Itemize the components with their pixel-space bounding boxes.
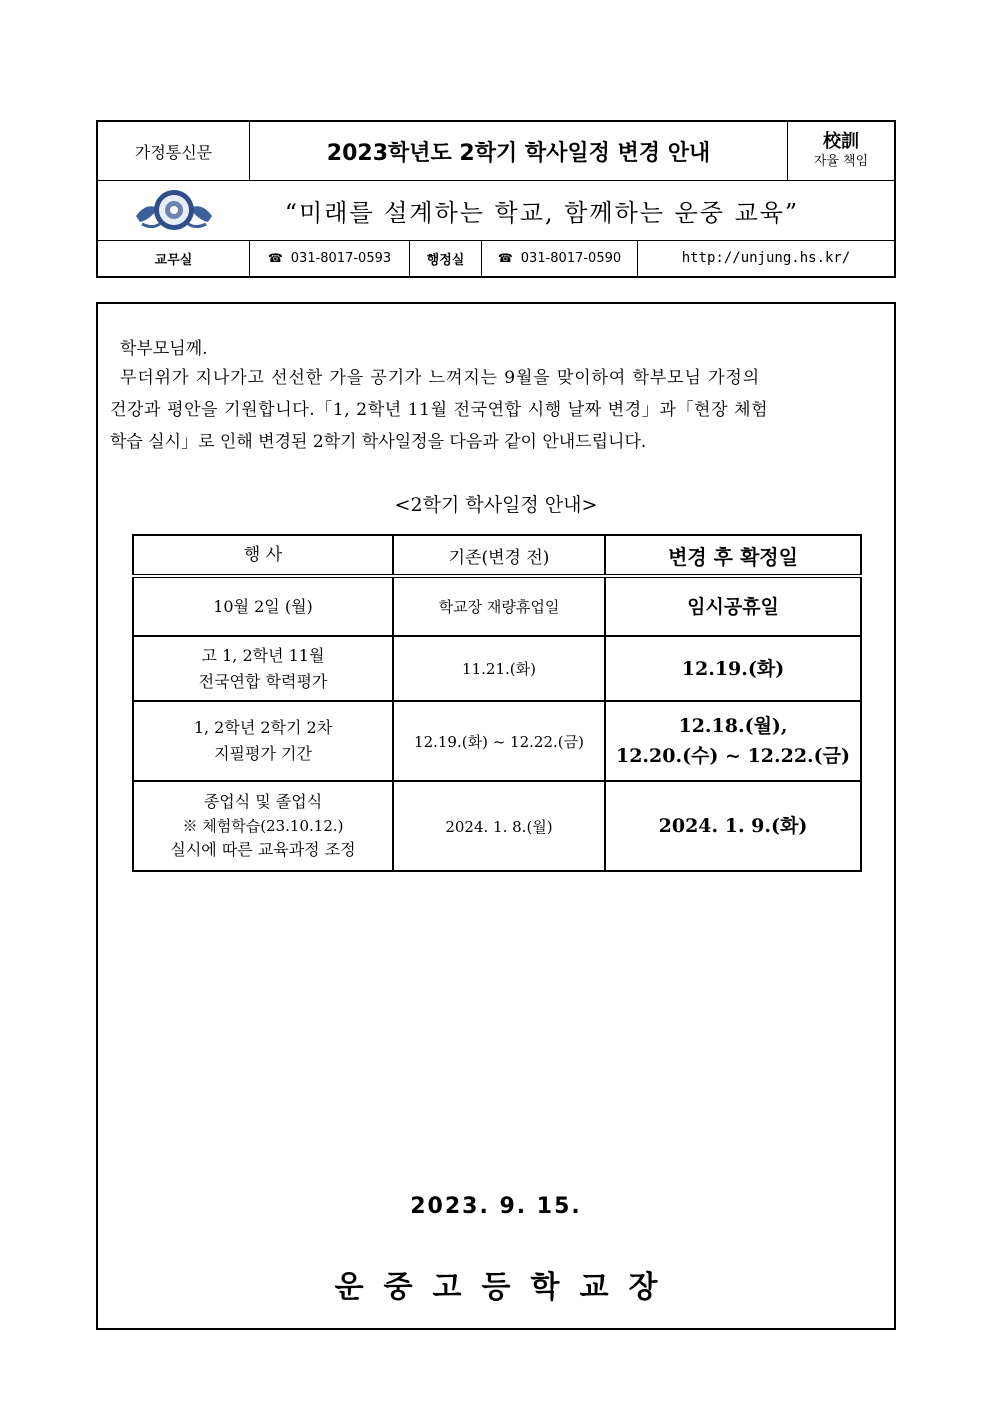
header-before: 기존(변경 전) bbox=[393, 535, 605, 576]
table-row bbox=[133, 701, 861, 781]
letterhead-slogan-row bbox=[98, 180, 894, 241]
event-cell bbox=[133, 781, 393, 871]
letter-body bbox=[96, 302, 896, 1330]
table-row bbox=[133, 576, 861, 636]
event-note: ※ 체험학습(23.10.12.) bbox=[182, 817, 344, 835]
event-cell bbox=[133, 576, 393, 636]
event-line: 종업식 및 졸업식 bbox=[203, 792, 323, 811]
before-cell: 2024. 1. 8.(월) bbox=[393, 781, 605, 871]
table-row bbox=[133, 781, 861, 871]
school-website-link[interactable]: http://unjung.hs.kr/ bbox=[681, 250, 851, 266]
greeting: 학부모님께. bbox=[120, 339, 208, 359]
letterhead bbox=[96, 120, 896, 278]
school-emblem-icon bbox=[132, 186, 216, 234]
after-line: 12.19.(화) bbox=[681, 657, 785, 680]
before-cell: 학교장 재량휴업일 bbox=[393, 576, 605, 636]
principal-signature: 운중고등학교장 bbox=[334, 1270, 678, 1305]
school-motto bbox=[788, 122, 894, 180]
event-cell bbox=[133, 701, 393, 781]
letterhead-title-row bbox=[98, 122, 894, 181]
event-line: 고 1, 2학년 11월 bbox=[201, 645, 325, 665]
table-row bbox=[133, 636, 861, 701]
after-line: 12.18.(월), bbox=[678, 715, 788, 737]
after-cell bbox=[605, 576, 861, 636]
school-slogan: “미래를 설계하는 학교, 함께하는 운중 교육” bbox=[284, 198, 800, 227]
issue-date: 2023. 9. 15. bbox=[410, 1194, 582, 1219]
admin-office-label: 행정실 bbox=[410, 240, 482, 276]
schedule-table bbox=[132, 534, 862, 872]
table-title: <2학기 학사일정 안내> bbox=[394, 494, 598, 516]
phone-icon: ☎ bbox=[267, 251, 283, 265]
after-cell bbox=[605, 701, 861, 781]
motto-text: 자율 책임 bbox=[813, 154, 869, 169]
paragraph-line: 건강과 평안을 기원합니다.「1, 2학년 11월 전국연합 시행 날짜 변경」과「현장 체험 bbox=[110, 400, 769, 420]
event-line: 전국연합 학력평가 bbox=[198, 671, 328, 691]
after-cell bbox=[605, 636, 861, 701]
academic-office-label: 교무실 bbox=[98, 240, 250, 276]
header-after: 변경 후 확정일 bbox=[605, 535, 861, 576]
event-line: 1, 2학년 2학기 2차 bbox=[193, 718, 333, 737]
after-line: 12.20.(수) ~ 12.22.(금) bbox=[615, 745, 851, 767]
event-cell bbox=[133, 636, 393, 701]
header-event: 행 사 bbox=[133, 535, 393, 576]
table-header-row bbox=[133, 535, 861, 576]
event-line: 지필평가 기간 bbox=[214, 744, 312, 763]
phone-icon: ☎ bbox=[497, 251, 513, 265]
newsletter-label: 가정통신문 bbox=[98, 122, 250, 180]
after-cell bbox=[605, 781, 861, 871]
before-cell: 12.19.(화) ~ 12.22.(금) bbox=[393, 701, 605, 781]
admin-office-number: 031-8017-0590 bbox=[520, 250, 622, 266]
before-cell: 11.21.(화) bbox=[393, 636, 605, 701]
academic-office-phone bbox=[250, 240, 410, 276]
letter-paragraph bbox=[110, 362, 890, 458]
school-logo bbox=[98, 180, 250, 240]
event-line: 실시에 따른 교육과정 조정 bbox=[170, 840, 356, 859]
document-title: 2023학년도 2학기 학사일정 변경 안내 bbox=[250, 122, 788, 180]
after-line: 2024. 1. 9.(화) bbox=[658, 815, 808, 837]
admin-office-phone bbox=[482, 240, 638, 276]
letterhead-contact-row bbox=[98, 240, 894, 276]
motto-heading: 校訓 bbox=[823, 131, 859, 152]
paragraph-line: 학습 실시」로 인해 변경된 2학기 학사일정을 다음과 같이 안내드립니다. bbox=[110, 432, 647, 452]
after-line: 임시공휴일 bbox=[687, 595, 779, 618]
event-line: 10월 2일 (월) bbox=[213, 596, 313, 616]
paragraph-line: 무더위가 지나가고 선선한 가을 공기가 느껴지는 9월을 맞이하여 학부모님 가정의 bbox=[120, 368, 761, 388]
academic-office-number: 031-8017-0593 bbox=[290, 250, 392, 266]
